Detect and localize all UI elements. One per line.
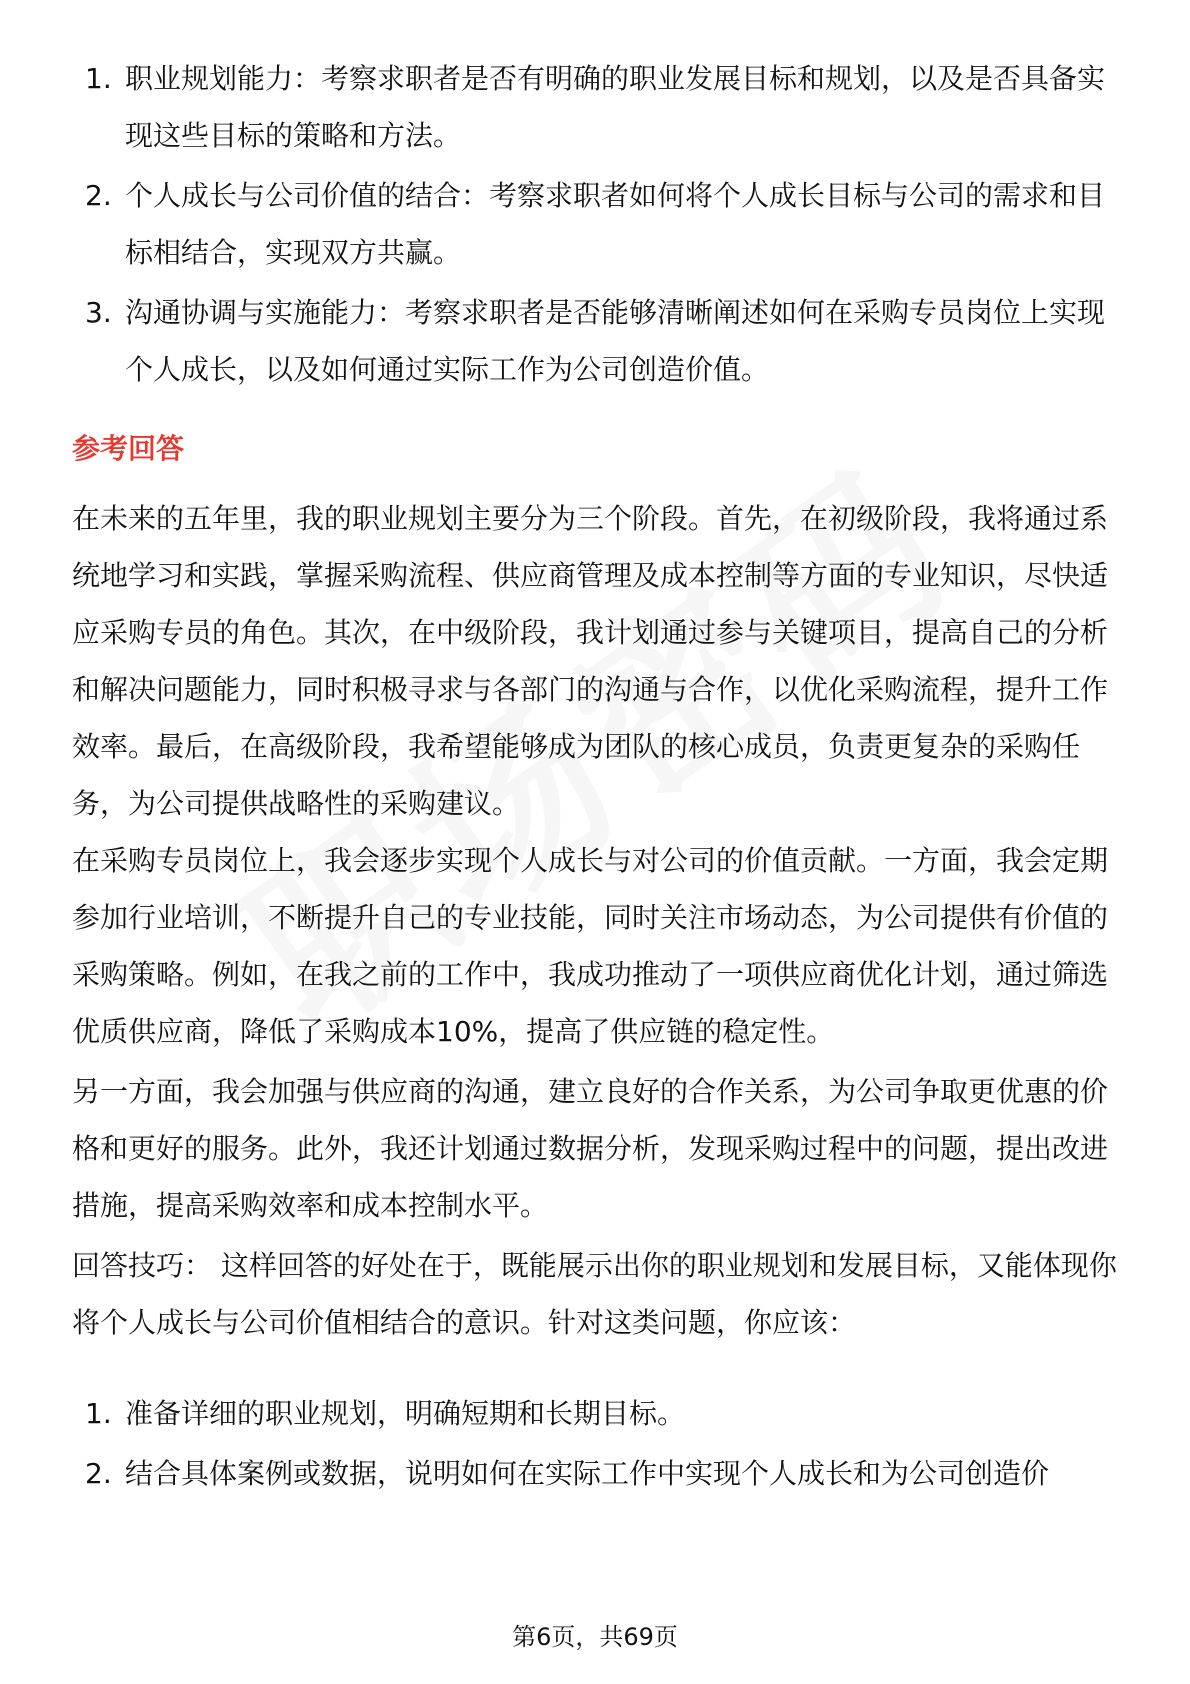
list-item-number: 1. [85,62,112,95]
list-item-text: 个人成长与公司价值的结合：考察求职者如何将个人成长目标与公司的需求和目标相结合，实现双方共赢。 [125,179,1106,269]
list-item-number: 2. [85,1457,112,1490]
list-item [0,50,1125,164]
list-item-text: 准备详细的职业规划，明确短期和长期目标。 [125,1397,686,1430]
list-item-number: 2. [85,179,112,212]
list-item [0,1385,1125,1442]
list-item-number: 1. [85,1397,112,1430]
section-title: 参考回答 [72,432,185,465]
list-item [0,284,1125,398]
tips-list [0,1385,1125,1505]
list-item-number: 3. [85,296,112,329]
list-item-text: 职业规划能力：考察求职者是否有明确的职业发展目标和规划，以及是否具备实现这些目标的策略和方法。 [125,62,1106,152]
list-item-text: 沟通协调与实施能力：考察求职者是否能够清晰阐述如何在采购专员岗位上实现个人成长，以及如何通过实际工作为公司创造价值。 [125,296,1106,386]
evaluation-criteria-list [0,50,1125,401]
answer-tips-paragraph: 回答技巧： 这样回答的好处在于，既能展示出你的职业规划和发展目标，又能体现你将个人成长与公司价值相结合的意识。针对这类问题，你应该： [72,1249,1117,1339]
answer-paragraph-1: 在未来的五年里，我的职业规划主要分为三个阶段。首先，在初级阶段，我将通过系统地学习和实践，掌握采购流程、供应商管理及成本控制等方面的专业知识，尽快适应采购专员的角色。其次，在中级阶段，我计划通过参与关键项目，提高自己的分析和解决问题能力，同时积极寻求与各部门的沟通与合作，以优化采购流程，提升工作效率。最后，在高级阶段，我希望能够成为团队的核心成员，负责更复杂的采购任务，为公司提供战略性的采购建议。 [72,502,1109,820]
list-item-text: 结合具体案例或数据，说明如何在实际工作中实现个人成长和为公司创造价 [125,1457,1050,1490]
answer-paragraph-2: 在采购专员岗位上，我会逐步实现个人成长与对公司的价值贡献。一方面，我会定期参加行业培训，不断提升自己的专业技能，同时关注市场动态，为公司提供有价值的采购策略。例如，在我之前的工作中，我成功推动了一项供应商优化计划，通过筛选优质供应商，降低了采购成本10%，提高了供应链的稳定性。 [72,844,1109,1048]
page-footer: 第6页，共69页 [512,1623,678,1651]
list-item [0,167,1125,281]
answer-paragraph-3: 另一方面，我会加强与供应商的沟通，建立良好的合作关系，为公司争取更优惠的价格和更好的服务。此外，我还计划通过数据分析，发现采购过程中的问题，提出改进措施，提高采购效率和成本控制水平。 [72,1075,1109,1222]
list-item [0,1445,1125,1502]
